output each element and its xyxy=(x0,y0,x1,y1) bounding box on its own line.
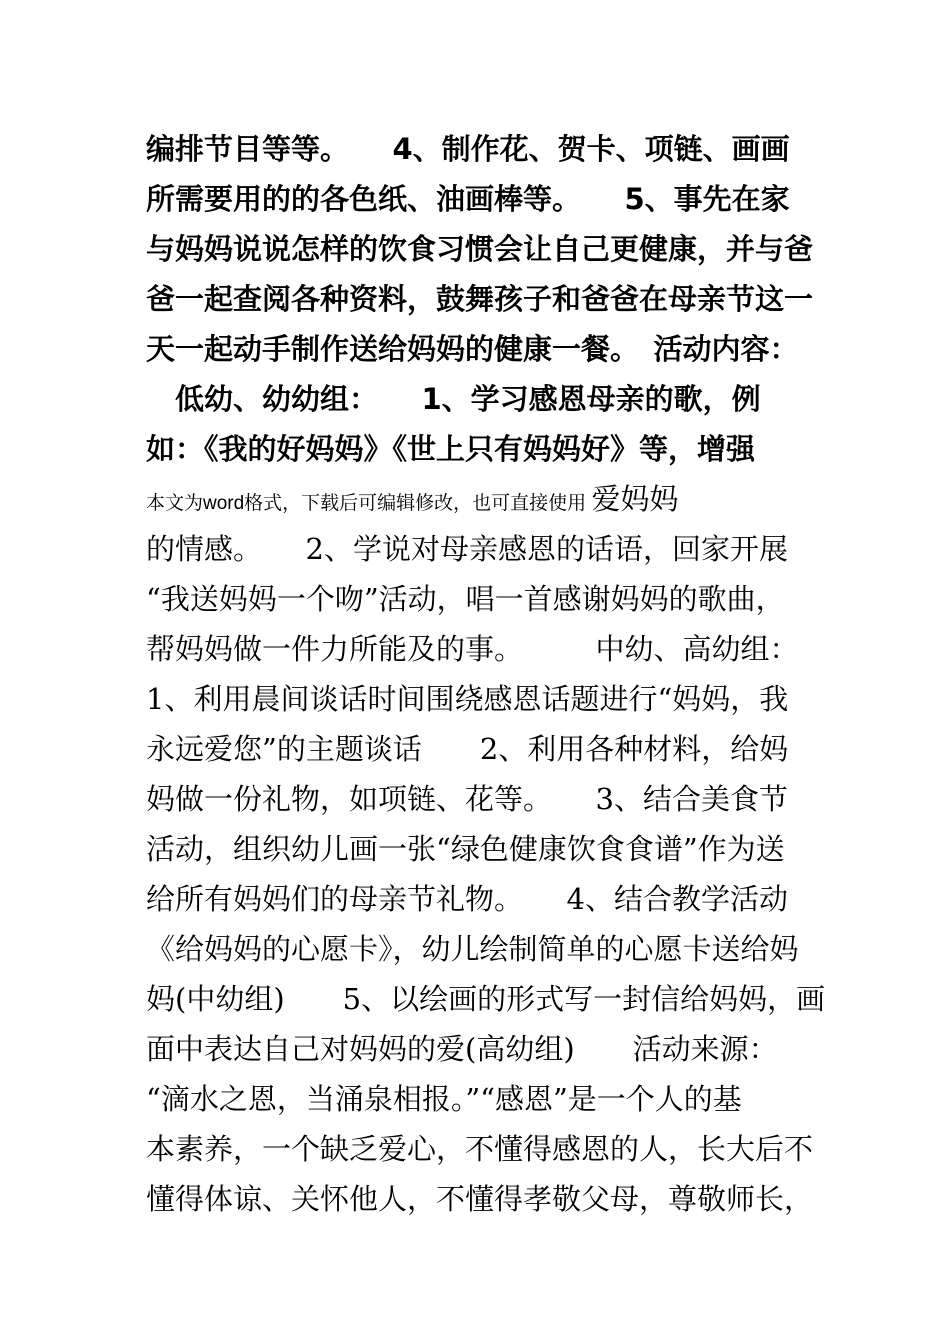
text-line: 面中表达自己对妈妈的爱(高幼组) 活动来源： xyxy=(146,1032,778,1066)
text-line: 帮妈妈做一件力所能及的事。 中幼、高幼组： xyxy=(146,632,799,666)
text-line: 的情感。 2、学说对母亲感恩的话语，回家开展 xyxy=(146,532,788,566)
note-tail-text: 爱妈妈 xyxy=(591,482,679,516)
text-line: 如：《我的好妈妈》《世上只有妈妈好》等，增强 xyxy=(146,432,756,466)
text-line: 编排节目等等。 4、制作花、贺卡、项链、画画 xyxy=(146,132,790,166)
text-line: 本素养，一个缺乏爱心，不懂得感恩的人，长大后不 xyxy=(146,1132,814,1166)
text-line: 所需要用的的各色纸、油画棒等。 5、事先在家 xyxy=(146,182,790,216)
text-line: 给所有妈妈们的母亲节礼物。 4、结合教学活动 xyxy=(146,882,788,916)
download-note xyxy=(146,481,826,522)
text-line: 活动，组织幼儿画一张“绿色健康饮食食谱”作为送 xyxy=(146,832,785,866)
text-line: “滴水之恩，当涌泉相报。”“感恩”是一个人的基 xyxy=(146,1082,742,1116)
text-line: 与妈妈说说怎样的饮食习惯会让自己更健康，并与爸 xyxy=(146,232,814,266)
text-line: 妈做一份礼物，如项链、花等。 3、结合美食节 xyxy=(146,782,788,816)
text-line: 懂得体谅、关怀他人，不懂得孝敬父母，尊敬师长， xyxy=(146,1182,814,1216)
text-line: 1、利用晨间谈话时间围绕感恩话题进行“妈妈，我 xyxy=(146,682,789,716)
download-note-text: 本文为word格式，下载后可编辑修改，也可直接使用 xyxy=(146,493,587,514)
text-line: 妈(中幼组) 5、以绘画的形式写一封信给妈妈，画 xyxy=(146,982,826,1016)
text-line: 天一起动手制作送给妈妈的健康一餐。 活动内容： xyxy=(146,332,799,366)
text-line: 《给妈妈的心愿卡》，幼儿绘制简单的心愿卡送给妈 xyxy=(146,932,799,966)
text-line: 低幼、幼幼组： 1、学习感恩母亲的歌，例 xyxy=(146,382,761,416)
text-line: 爸一起查阅各种资料，鼓舞孩子和爸爸在母亲节这一 xyxy=(146,282,814,316)
text-line: “我送妈妈一个吻”活动，唱一首感谢妈妈的歌曲， xyxy=(146,582,785,616)
text-line: 永远爱您”的主题谈话 2、利用各种材料，给妈 xyxy=(146,732,789,766)
